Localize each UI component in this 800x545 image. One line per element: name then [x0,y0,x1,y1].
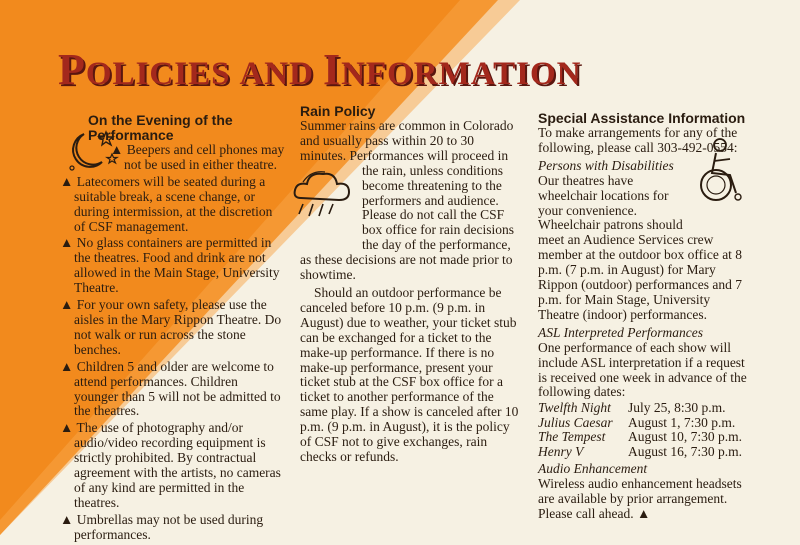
asl-dates-table [538,401,742,459]
page-title: POLICIES AND INFORMATION [58,45,582,94]
assistance-section [538,111,753,522]
evening-bullet: ▲ Latecomers will be seated during a suitable break, a scene change, or during intermission, at the discretion of CSF management. [60,173,273,234]
table-row: The Tempest August 10, 7:30 p.m. [538,429,743,445]
rain-section [300,104,520,465]
evening-section [60,113,285,545]
audio-heading: Audio Enhancement [538,461,648,477]
rain-paragraph-1: Summer rains are common in Colorado and usually pass within 20 to 30 minutes. Performances will proceed in the rain, unless conditions become threatening to the performers and audience. Please do not call the CSF box office for rain decisions the day of the performance, as these decisions are not made prior to showtime. [300,118,514,283]
evening-bullet: ▲ No glass containers are permitted in the theatres. Food and drink are not allowed in the Main Stage, University Theatre. [60,235,280,296]
evening-heading: On the Evening of the Performance [88,112,233,143]
audio-text: Wireless audio enhancement headsets are available by prior arrangement. Please call ahead. ▲ [538,476,742,522]
disabilities-text: Persons with Disabilities Our theatres have wheelchair locations for your convenience. Wheelchair patrons should meet an Audience Services crew member at the outdoor box office at 8 p.m. (7 p.m. in August) for Mary Rippon (outdoor) performances and 7 p.m. for Main Stage, University Theatre (indoor) performances. [538,157,743,322]
evening-bullet: ▲ For your own safety, please use the aisles in the Mary Rippon Theatre. Do not walk or run across the stone benches. [60,297,282,357]
rain-paragraph-2: Should an outdoor performance be canceled before 10 p.m. (9 p.m. in August) due to weather, your ticket stub can be exchanged for a ticket to the make-up performance. If there is no make-up performance, present your ticket stub at the CSF box office for a ticket to another performance of the same play. If a show is canceled after 10 p.m. (9 p.m. in August), it is the policy of CSF not to give exchanges, rain checks or refunds. [300,284,519,464]
evening-bullet: ▲ Umbrellas may not be used during performances. [60,511,264,542]
evening-bullet: ▲ Children 5 and older are welcome to attend performances. Children younger than 5 will not be admitted to the theatres. [60,358,281,419]
asl-text: One performance of each show will include ASL interpretation if a request is received one week in advance of the following dates: [538,339,747,400]
evening-bullet: ▲ Beepers and cell phones may not be used in either theatre. [110,142,285,172]
assistance-heading: Special Assistance Information [538,110,746,126]
table-row: Julius Caesar August 1, 7:30 p.m. [538,414,736,430]
disabilities-heading: Persons with Disabilities [538,157,674,173]
table-row: Twelfth Night July 25, 8:30 p.m. [538,400,726,416]
evening-bullet: ▲ The use of photography and/or audio/video recording equipment is strictly prohibited. By contractual agreement with the artists, no cameras of any kind are permitted in the theatres. [60,420,281,510]
asl-heading: ASL Interpreted Performances [538,324,703,340]
rain-heading: Rain Policy [300,103,376,119]
table-row: Henry V August 16, 7:30 p.m. [538,443,743,459]
assistance-intro: To make arrangements for any of the following, please call 303-492-0554: [538,125,738,155]
